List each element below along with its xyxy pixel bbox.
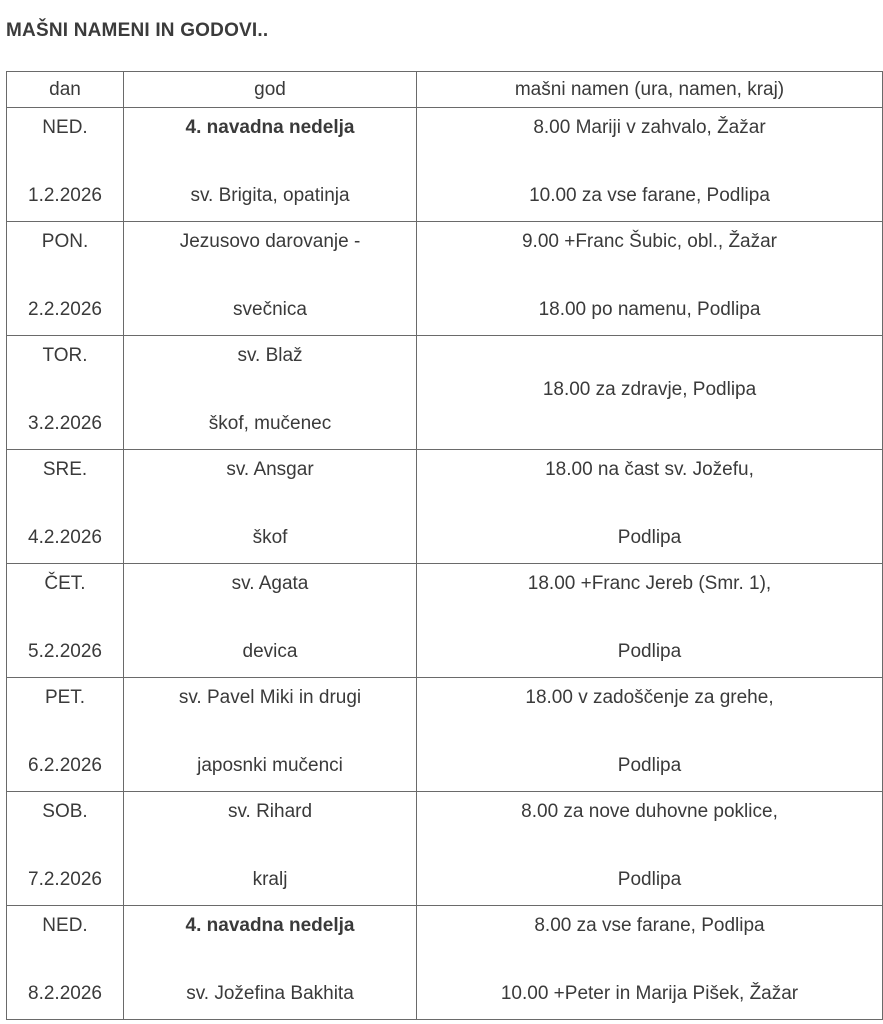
day-cell [7, 450, 124, 564]
namen-line: 10.00 za vse farane, Podlipa [529, 185, 770, 206]
god-line: škof [252, 527, 288, 548]
namen-cell [417, 336, 883, 450]
namen-line: Podlipa [617, 869, 682, 890]
weekday: TOR. [42, 345, 88, 366]
namen-line: 18.00 +Franc Jereb (Smr. 1), [527, 573, 772, 594]
day-cell [7, 678, 124, 792]
god-line: japosnki mučenci [197, 755, 343, 776]
god-line: devica [242, 641, 298, 662]
god-line: svečnica [233, 299, 307, 320]
date: 1.2.2026 [28, 185, 102, 206]
weekday: SOB. [42, 801, 88, 822]
namen-cell [417, 678, 883, 792]
day-cell [7, 792, 124, 906]
namen-cell [417, 564, 883, 678]
day-cell [7, 564, 124, 678]
namen-line: 18.00 na čast sv. Jožefu, [545, 459, 754, 480]
namen-line: Podlipa [617, 641, 682, 662]
table-row [7, 108, 883, 222]
weekday: ČET. [44, 573, 86, 594]
namen-line: 8.00 za vse farane, Podlipa [534, 915, 765, 936]
table-row [7, 564, 883, 678]
god-cell [124, 678, 417, 792]
namen-cell [417, 792, 883, 906]
namen-line: 18.00 za zdravje, Podlipa [542, 379, 757, 400]
namen-line: 9.00 +Franc Šubic, obl., Žažar [521, 231, 778, 252]
day-cell [7, 108, 124, 222]
table-row [7, 336, 883, 450]
god-cell [124, 906, 417, 1020]
god-line: 4. navadna nedelja [185, 915, 355, 936]
god-line: sv. Pavel Miki in drugi [178, 687, 362, 708]
weekday: NED. [42, 915, 88, 936]
table-row [7, 792, 883, 906]
day-cell [7, 222, 124, 336]
namen-line: 10.00 +Peter in Marija Pišek, Žažar [500, 983, 799, 1004]
date: 8.2.2026 [28, 983, 102, 1004]
god-line: Jezusovo darovanje - [179, 231, 361, 252]
table-row [7, 450, 883, 564]
weekday: SRE. [42, 459, 88, 480]
page-title: MAŠNI NAMENI IN GODOVI.. [6, 20, 269, 41]
god-cell [124, 108, 417, 222]
table-row [7, 678, 883, 792]
god-cell [124, 792, 417, 906]
day-cell [7, 336, 124, 450]
weekday: PON. [41, 231, 89, 252]
god-line: kralj [252, 869, 288, 890]
namen-line: 8.00 Mariji v zahvalo, Žažar [533, 117, 766, 138]
god-line: sv. Agata [231, 573, 309, 594]
namen-line: Podlipa [617, 527, 682, 548]
header-dan: dan [7, 72, 124, 108]
date: 7.2.2026 [28, 869, 102, 890]
namen-line: Podlipa [617, 755, 682, 776]
namen-cell [417, 222, 883, 336]
god-line: sv. Rihard [227, 801, 313, 822]
namen-line: 18.00 v zadoščenje za grehe, [525, 687, 774, 708]
god-cell [124, 564, 417, 678]
day-cell [7, 906, 124, 1020]
god-line: sv. Jožefina Bakhita [186, 983, 354, 1004]
god-cell [124, 222, 417, 336]
schedule-table [6, 71, 883, 1020]
date: 5.2.2026 [28, 641, 102, 662]
namen-line: 18.00 po namenu, Podlipa [538, 299, 761, 320]
god-line: 4. navadna nedelja [185, 117, 355, 138]
date: 4.2.2026 [28, 527, 102, 548]
god-line: škof, mučenec [208, 413, 332, 434]
namen-cell [417, 906, 883, 1020]
table-header-row [7, 72, 883, 108]
table-row [7, 906, 883, 1020]
god-line: sv. Blaž [237, 345, 303, 366]
namen-line: 8.00 za nove duhovne poklice, [521, 801, 778, 822]
header-namen: mašni namen (ura, namen, kraj) [417, 72, 883, 108]
namen-cell [417, 108, 883, 222]
god-cell [124, 450, 417, 564]
weekday: NED. [42, 117, 88, 138]
weekday: PET. [44, 687, 86, 708]
date: 3.2.2026 [28, 413, 102, 434]
header-god: god [124, 72, 417, 108]
god-cell [124, 336, 417, 450]
god-line: sv. Ansgar [226, 459, 314, 480]
table-row [7, 222, 883, 336]
god-line: sv. Brigita, opatinja [190, 185, 350, 206]
namen-cell [417, 450, 883, 564]
date: 6.2.2026 [28, 755, 102, 776]
date: 2.2.2026 [28, 299, 102, 320]
